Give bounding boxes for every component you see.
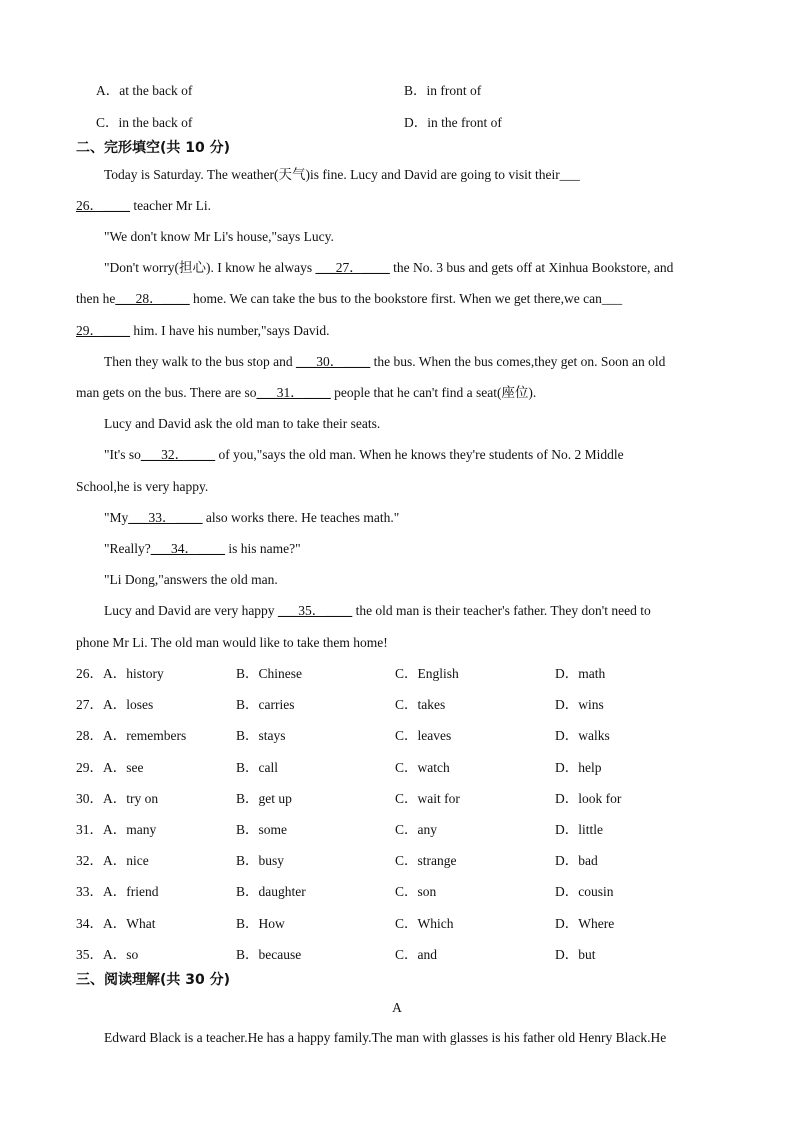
question-27-option-a: 27．A．loses	[76, 697, 154, 712]
passage-line	[104, 353, 665, 371]
question-32-option-c: C．strange	[395, 853, 457, 868]
question-33-option-a: 33．A．friend	[76, 884, 159, 899]
passage-text: Then they walk to the bus stop and	[104, 354, 293, 369]
passage-subheading: A	[392, 1000, 402, 1015]
passage-line	[104, 602, 651, 620]
passage-text: of you,"says the old man. When he knows they're students of No. 2 Middle	[218, 447, 624, 462]
question-35-option-c: C．and	[395, 947, 437, 962]
passage-text: him. I have his number,"says David.	[133, 323, 330, 338]
question-32-option-a: 32．A．nice	[76, 853, 149, 868]
question-31-option-c: C．any	[395, 822, 437, 837]
prev-option-b: B．in front of	[404, 83, 482, 98]
passage-line: Edward Black is a teacher.He has a happy family.The man with glasses is his father old Henry Black.He	[104, 1030, 667, 1045]
blank-30: ___30．____	[295, 354, 371, 369]
passage-text: Lucy and David are very happy	[104, 603, 275, 618]
blank-29: 29．____	[76, 323, 130, 338]
passage-text: is his name?"	[228, 541, 301, 556]
blank-33: ___33．____	[128, 510, 203, 525]
question-26-option-c: C．English	[395, 666, 459, 681]
question-30-option-d: D．look for	[555, 791, 622, 806]
question-34-option-a: 34．A．What	[76, 916, 156, 931]
passage-line	[104, 446, 624, 464]
question-32-option-d: D．bad	[555, 853, 598, 868]
question-29-option-d: D．help	[555, 760, 602, 775]
passage-text: the No. 3 bus and gets off at Xinhua Bookstore, and	[393, 260, 674, 275]
passage-text: man gets on the bus. There are so	[76, 385, 257, 400]
question-30-option-c: C．wait for	[395, 791, 460, 806]
question-33-option-c: C．son	[395, 884, 437, 899]
question-33-option-d: D．cousin	[555, 884, 614, 899]
passage-text: "Really?	[104, 541, 151, 556]
question-27-option-b: B．carries	[236, 697, 295, 712]
passage-line	[76, 384, 536, 402]
question-27-option-c: C．takes	[395, 697, 446, 712]
question-34-option-c: C．Which	[395, 916, 454, 931]
question-28-option-a: 28．A．remembers	[76, 728, 187, 743]
passage-line	[104, 259, 673, 277]
passage-text: teacher Mr Li.	[133, 198, 211, 213]
section-heading-cloze: 二、完形填空(共 10 分)	[76, 140, 231, 156]
passage-line	[104, 540, 301, 558]
question-26-option-b: B．Chinese	[236, 666, 302, 681]
passage-text: "It's so	[104, 447, 141, 462]
passage-text: also works there. He teaches math."	[205, 510, 400, 525]
passage-line: Today is Saturday. The weather(天气)is fine. Lucy and David are going to visit their___	[104, 167, 580, 182]
passage-line	[76, 290, 622, 308]
passage-line: phone Mr Li. The old man would like to take them home!	[76, 635, 388, 650]
question-28-option-d: D．walks	[555, 728, 610, 743]
passage-line: "We don't know Mr Li's house,"says Lucy.	[104, 229, 334, 244]
question-31-option-d: D．little	[555, 822, 603, 837]
blank-34: ___34．____	[150, 541, 225, 556]
question-35-option-d: D．but	[555, 947, 596, 962]
section-heading-reading: 三、阅读理解(共 30 分)	[76, 972, 231, 988]
passage-text: "My	[104, 510, 129, 525]
blank-31: ___31．____	[256, 385, 331, 400]
prev-option-a: A．at the back of	[96, 83, 193, 98]
passage-text: the old man is their teacher's father. They don't need to	[355, 603, 651, 618]
passage-line	[104, 509, 399, 527]
question-33-option-b: B．daughter	[236, 884, 306, 899]
question-28-option-b: B．stays	[236, 728, 286, 743]
question-34-option-b: B．How	[236, 916, 285, 931]
blank-32: ___32．____	[140, 447, 216, 462]
blank-27: ___27．____	[315, 260, 390, 275]
question-29-option-b: B．call	[236, 760, 278, 775]
question-29-option-c: C．watch	[395, 760, 450, 775]
passage-line: "Li Dong,"answers the old man.	[104, 572, 278, 587]
prev-option-d: D．in the front of	[404, 115, 502, 130]
question-26-option-d: D．math	[555, 666, 606, 681]
blank-28: ___28．____	[115, 291, 190, 306]
question-31-option-a: 31．A．many	[76, 822, 157, 837]
question-35-option-a: 35．A．so	[76, 947, 139, 962]
question-27-option-d: D．wins	[555, 697, 604, 712]
question-29-option-a: 29．A．see	[76, 760, 144, 775]
prev-option-c: C．in the back of	[96, 115, 193, 130]
question-32-option-b: B．busy	[236, 853, 285, 868]
blank-26: 26．____	[76, 198, 130, 213]
passage-text: home. We can take the bus to the bookstore first. When we get there,we can___	[193, 291, 623, 306]
passage-line	[76, 197, 211, 215]
question-31-option-b: B．some	[236, 822, 288, 837]
question-35-option-b: B．because	[236, 947, 302, 962]
question-34-option-d: D．Where	[555, 916, 615, 931]
passage-text: then he	[76, 291, 116, 306]
blank-35: ___35．____	[277, 603, 353, 618]
passage-text: people that he can't find a seat(座位).	[334, 385, 537, 400]
passage-line: School,he is very happy.	[76, 479, 209, 494]
question-26-option-a: 26．A．history	[76, 666, 164, 681]
question-30-option-b: B．get up	[236, 791, 292, 806]
passage-line: Lucy and David ask the old man to take their seats.	[104, 416, 381, 431]
question-30-option-a: 30．A．try on	[76, 791, 159, 806]
question-28-option-c: C．leaves	[395, 728, 452, 743]
passage-line	[76, 322, 330, 340]
passage-text: the bus. When the bus comes,they get on. Soon an old	[373, 354, 666, 369]
passage-text: "Don't worry(担心). I know he always	[104, 260, 313, 275]
